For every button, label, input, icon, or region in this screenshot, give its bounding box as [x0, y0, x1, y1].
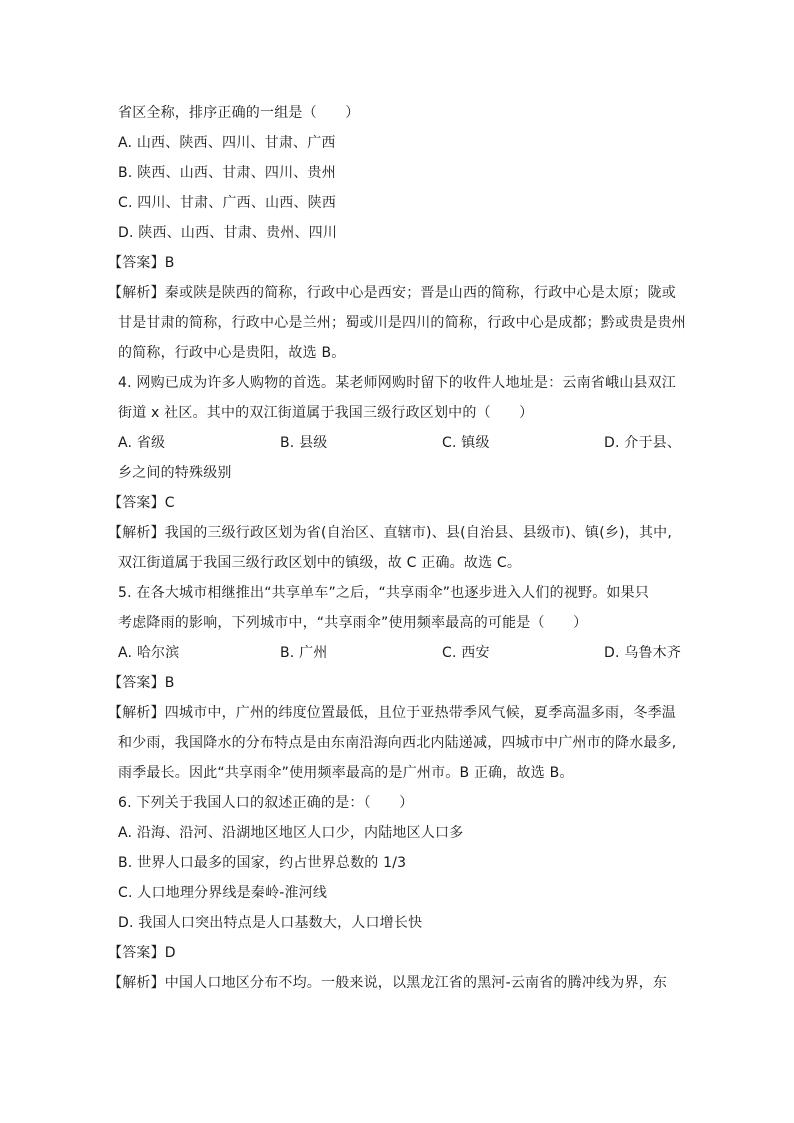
q5-option-a: A. 哈尔滨: [118, 645, 180, 661]
q3-option-b: B. 陕西、山西、甘肃、四川、贵州: [118, 165, 336, 181]
q3-option-a: A. 山西、陕西、四川、甘肃、广西: [118, 135, 336, 151]
q6-stem: 6. 下列关于我国人口的叙述正确的是：（ ）: [118, 795, 414, 811]
q4-stem-line-1: 4. 网购已成为许多人购物的首选。某老师网购时留下的收件人地址是：云南省峨山县双江: [118, 375, 677, 391]
q5-option-d: D. 乌鲁木齐: [604, 645, 682, 661]
q6-analysis-line-1: 【解析】中国人口地区分布不均。一般来说，以黑龙江省的黑河-云南省的腾冲线为界，东: [108, 975, 668, 991]
q3-analysis-line-3: 的简称，行政中心是贵阳，故选 B。: [118, 345, 346, 361]
q5-analysis-line-1: 【解析】四城市中，广州的纬度位置最低，且位于亚热带季风气候，夏季高温多雨，冬季温: [108, 705, 676, 721]
q4-stem-line-2: 街道 x 社区。其中的双江街道属于我国三级行政区划中的（ ）: [118, 405, 534, 421]
q3-option-c: C. 四川、甘肃、广西、山西、陕西: [118, 195, 337, 211]
document-content: [108, 98, 686, 998]
q4-option-d-wrap: 乡之间的特殊级别: [118, 465, 232, 481]
q4-option-d: D. 介于县、: [604, 435, 682, 451]
q5-answer: 【答案】B: [108, 675, 175, 691]
q4-option-a: A. 省级: [118, 435, 166, 451]
q5-options-row: [118, 638, 686, 668]
q5-stem-line-1: 5. 在各大城市相继推出“共享单车”之后，“共享雨伞”也逐步进入人们的视野。如果只: [118, 585, 650, 601]
q3-analysis-line-2: 甘是甘肃的简称，行政中心是兰州；蜀或川是四川的简称，行政中心是成都；黔或贵是贵州: [118, 315, 686, 331]
q6-option-a: A. 沿海、沿河、沿湖地区地区人口少，内陆地区人口多: [118, 825, 464, 841]
q3-stem: 省区全称，排序正确的一组是（ ）: [118, 105, 360, 121]
q6-option-d: D. 我国人口突出特点是人口基数大，人口增长快: [118, 915, 423, 931]
q4-option-b: B. 县级: [280, 435, 328, 451]
q5-option-b: B. 广州: [280, 645, 328, 661]
q4-options-row: [118, 428, 686, 458]
q5-analysis-line-2: 和少雨，我国降水的分布特点是由东南沿海向西北内陆递减，四城市中广州市的降水最多,: [118, 735, 677, 751]
q4-answer: 【答案】C: [108, 495, 175, 511]
q4-analysis-line-1: 【解析】我国的三级行政区划为省(自治区、直辖市)、县(自治县、县级市)、镇(乡)，其中,: [108, 525, 673, 541]
q5-option-c: C. 西安: [442, 645, 490, 661]
q6-option-b: B. 世界人口最多的国家，约占世界总数的 1/3: [118, 855, 407, 871]
q6-answer: 【答案】D: [108, 945, 176, 961]
q4-option-c: C. 镇级: [442, 435, 490, 451]
q3-analysis-line-1: 【解析】秦或陕是陕西的简称，行政中心是西安；晋是山西的简称，行政中心是太原；陇或: [108, 285, 676, 301]
q3-option-d: D. 陕西、山西、甘肃、贵州、四川: [118, 225, 338, 241]
q4-analysis-line-2: 双江街道属于我国三级行政区划中的镇级，故 C 正确。故选 C。: [118, 555, 522, 571]
q5-stem-line-2: 考虑降雨的影响，下列城市中，“共享雨伞”使用频率最高的可能是（ ）: [118, 615, 588, 631]
q5-analysis-line-3: 雨季最长。因此“共享雨伞”使用频率最高的是广州市。B 正确，故选 B。: [118, 765, 574, 781]
q6-option-c: C. 人口地理分界线是秦岭-淮河线: [118, 885, 328, 901]
q3-answer: 【答案】B: [108, 255, 175, 271]
